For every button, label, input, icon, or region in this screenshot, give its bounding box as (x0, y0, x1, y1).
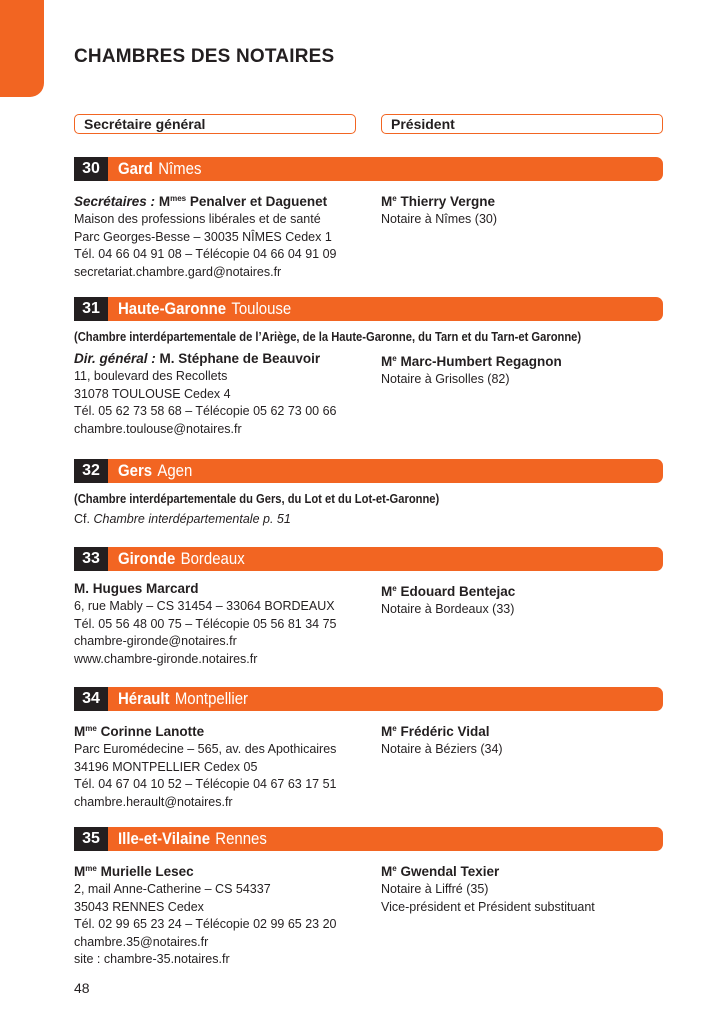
president-name: Me Frédéric Vidal (381, 724, 490, 739)
phone-line: Tél. 05 62 73 58 68 – Télécopie 05 62 73 00 66 (74, 404, 337, 418)
section-number: 34 (74, 687, 108, 711)
section-number: 31 (74, 297, 108, 321)
section-33 (74, 547, 663, 668)
section-note: (Chambre interdépartementale de l’Ariège, de la Haute-Garonne, du Tarn et du Tarn-et Garonne) (74, 329, 582, 344)
email-line: chambre.35@notaires.fr (74, 934, 209, 949)
email-line: secretariat.chambre.gard@notaires.fr (74, 264, 282, 279)
phone-line: Tél. 04 67 04 10 52 – Télécopie 04 67 63 17 51 (74, 777, 337, 791)
section-bar (74, 547, 663, 571)
president-detail: Vice-président et Président substituant (381, 899, 595, 914)
section-bar (74, 297, 663, 321)
section-number: 33 (74, 547, 108, 571)
section-bar (74, 157, 663, 181)
address-line: 6, rue Mably – CS 31454 – 33064 BORDEAUX (74, 599, 335, 613)
section-name: Ille-et-Vilaine Rennes (118, 829, 267, 848)
website-line: site : chambre-35.notaires.fr (74, 952, 230, 966)
section-bar (74, 687, 663, 711)
president-name: Me Gwendal Texier (381, 864, 500, 879)
address-line: 2, mail Anne-Catherine – CS 54337 (74, 882, 271, 896)
page-number: 48 (74, 980, 90, 996)
section-name: Gard Nîmes (118, 159, 202, 178)
phone-line: Tél. 05 56 48 00 75 – Télécopie 05 56 81 34 75 (74, 616, 337, 631)
president-detail: Notaire à Grisolles (82) (381, 372, 510, 386)
section-bar (74, 827, 663, 851)
website-line: www.chambre-gironde.notaires.fr (74, 651, 258, 666)
section-34 (74, 687, 663, 811)
secretary-column (74, 720, 381, 811)
president-name: Me Thierry Vergne (381, 194, 496, 209)
president-detail: Notaire à Béziers (34) (381, 742, 503, 756)
president-name: Me Marc-Humbert Regagnon (381, 354, 562, 369)
section-name: Haute-Garonne Toulouse (118, 299, 292, 318)
address-line: 35043 RENNES Cedex (74, 899, 204, 914)
secretary-name: Dir. général : M. Stéphane de Beauvoir (74, 351, 321, 366)
section-name: Gers Agen (118, 461, 193, 480)
section-31 (74, 297, 663, 438)
president-column (381, 580, 663, 668)
president-detail: Notaire à Nîmes (30) (381, 212, 498, 226)
secretary-column (74, 350, 381, 438)
header-president: Président (381, 114, 663, 134)
president-name: Me Edouard Bentejac (381, 584, 516, 599)
section-city: Rennes (215, 829, 267, 848)
address-line: Parc Euromédecine – 565, av. des Apothicaires (74, 742, 337, 756)
secretary-column (74, 190, 381, 281)
section-32 (74, 459, 663, 526)
section-city: Bordeaux (180, 549, 245, 568)
secretary-name: Secrétaires : $M^{mes}$ Penalver et Daguenet (74, 194, 328, 209)
section-number: 30 (74, 157, 108, 181)
address-line: 11, boulevard des Recollets (74, 369, 228, 383)
section-35 (74, 827, 663, 969)
email-line: chambre-gironde@notaires.fr (74, 634, 237, 648)
section-name: Hérault Montpellier (118, 689, 249, 708)
section-note: (Chambre interdépartementale du Gers, du Lot et du Lot-et-Garonne) (74, 491, 440, 506)
president-column (381, 190, 663, 281)
page-title: CHAMBRES DES NOTAIRES (74, 46, 335, 67)
address-line: 34196 MONTPELLIER Cedex 05 (74, 759, 258, 774)
president-detail: Notaire à Bordeaux (33) (381, 602, 515, 616)
president-column (381, 720, 663, 811)
email-line: chambre.toulouse@notaires.fr (74, 421, 242, 436)
president-column (381, 860, 663, 969)
secretary-name: $M^{me}$ Murielle Lesec (74, 864, 194, 879)
address-line: 31078 TOULOUSE Cedex 4 (74, 386, 231, 401)
section-city: Montpellier (174, 689, 249, 708)
president-detail: Notaire à Liffré (35) (381, 882, 489, 896)
address-line: Maison des professions libérales et de santé (74, 212, 321, 226)
president-column (381, 350, 663, 438)
section-number: 35 (74, 827, 108, 851)
phone-line: Tél. 04 66 04 91 08 – Télécopie 04 66 04 91 09 (74, 247, 337, 261)
section-name: Gironde Bordeaux (118, 549, 245, 568)
cross-reference: Cf. Chambre interdépartementale p. 51 (74, 512, 291, 526)
section-bar (74, 459, 663, 483)
address-line: Parc Georges-Besse – 30035 NÎMES Cedex 1 (74, 229, 332, 244)
secretary-name: M. Hugues Marcard (74, 581, 199, 596)
section-city: Nîmes (158, 159, 202, 178)
section-30 (74, 157, 663, 281)
section-city: Toulouse (231, 299, 292, 318)
phone-line: Tél. 02 99 65 23 24 – Télécopie 02 99 65 23 20 (74, 917, 337, 931)
secretary-column (74, 580, 381, 668)
email-line: chambre.herault@notaires.fr (74, 794, 233, 809)
secretary-column (74, 860, 381, 969)
header-secretaire: Secrétaire général (74, 114, 356, 134)
section-city: Agen (157, 461, 193, 480)
secretary-name: $M^{me}$ Corinne Lanotte (74, 724, 205, 739)
corner-tab (0, 0, 44, 97)
section-number: 32 (74, 459, 108, 483)
